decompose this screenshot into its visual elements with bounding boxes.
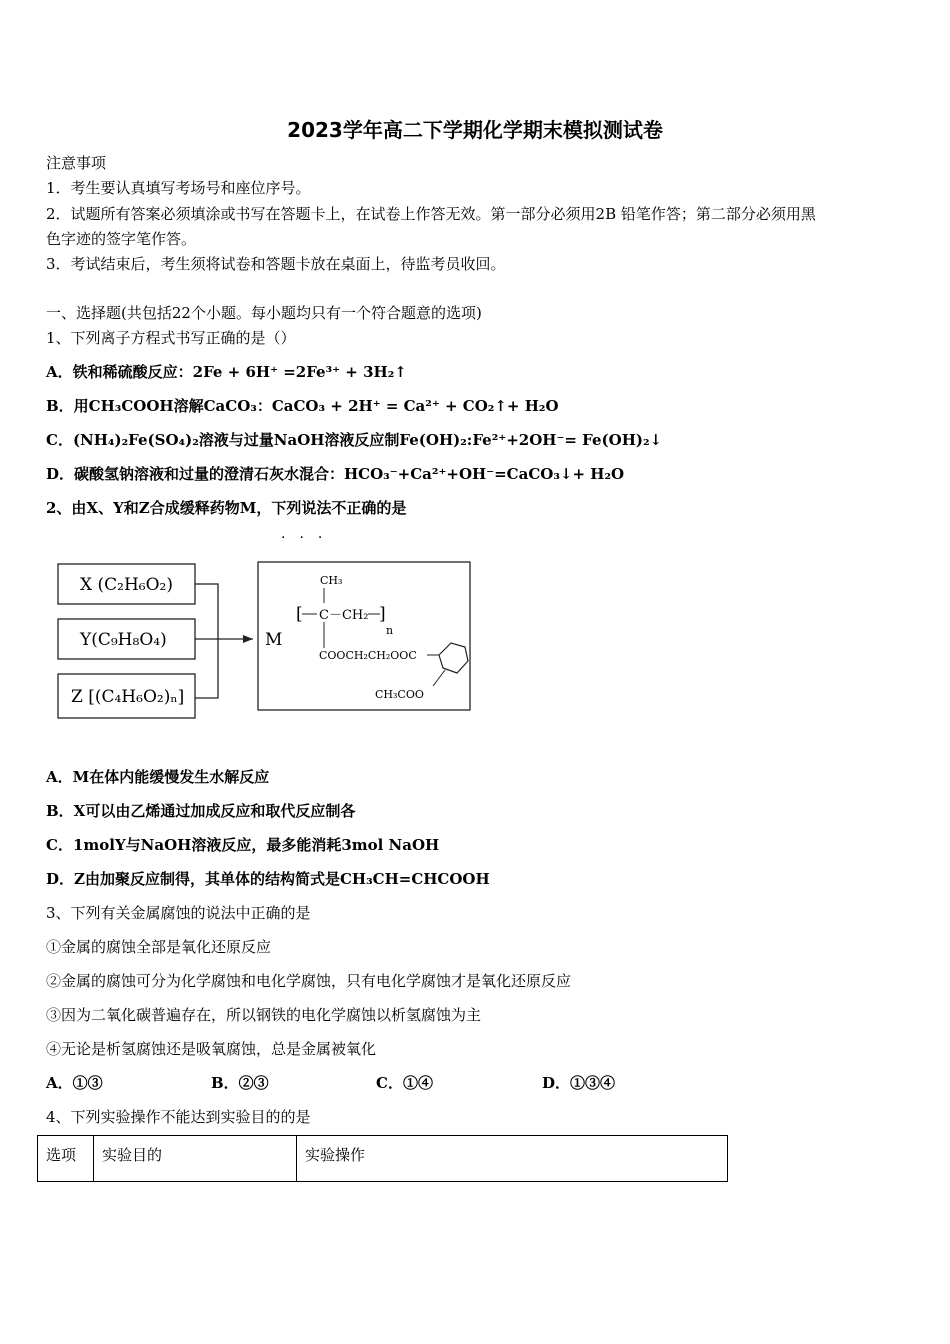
q2-option-b: B．X可以由乙烯通过加成反应和取代反应制各 [46, 802, 356, 820]
q2-option-c: C．1molY与NaOH溶液反应，最多能消耗3mol NaOH [46, 836, 440, 854]
q2-option-d: D．Z由加聚反应制得，其单体的结构简式是CH₃CH=CHCOOH [46, 870, 490, 888]
synthesis-diagram [55, 558, 475, 726]
q1-option-c: C．(NH₄)₂Fe(SO₄)₂溶液与过量NaOH溶液反应制Fe(OH)₂:Fe²⁺+2OH⁻= Fe(OH)₂↓ [46, 431, 663, 449]
q1-option-b: B．用CH₃COOH溶解CaCO₃：CaCO₃ + 2H⁺ = Ca²⁺ + CO₂↑+ H₂O [46, 397, 559, 415]
q2-option-a: A．M在体内能缓慢发生水解反应 [46, 768, 270, 786]
emphasis-dots: ··· [281, 530, 337, 546]
z-label: Z [(C₄H₆O₂)ₙ] [71, 687, 185, 707]
q3-statement-2: ②金属的腐蚀可分为化学腐蚀和电化学腐蚀，只有电化学腐蚀才是氧化还原反应 [46, 972, 572, 990]
m-label: M [265, 630, 283, 650]
acetyl-label: CH₃COO [375, 688, 424, 701]
ester-label: COOCH₂CH₂OOC [319, 649, 417, 662]
q3-option-b: B．②③ [211, 1074, 269, 1092]
q1-option-d: D．碳酸氢钠溶液和过量的澄清石灰水混合：HCO₃⁻+Ca²⁺+OH⁻=CaCO₃↓+ H₂O [46, 465, 625, 483]
q1-option-a: A．铁和稀硫酸反应：2Fe + 6H⁺ =2Fe³⁺ + 3H₂↑ [46, 363, 407, 381]
experiment-table [37, 1135, 728, 1182]
q3-statement-4: ④无论是析氢腐蚀还是吸氧腐蚀，总是金属被氧化 [46, 1040, 377, 1058]
table-header-row [38, 1136, 728, 1182]
header-option: 选项 [38, 1136, 94, 1182]
header-purpose: 实验目的 [94, 1136, 297, 1182]
chain-label: C－CH₂ [319, 608, 369, 623]
notice-heading: 注意事项 [46, 154, 107, 172]
q4-stem: 4、下列实验操作不能达到实验目的的是 [46, 1108, 311, 1126]
notice-item-2-cont: 色字迹的签字笔作答。 [46, 230, 197, 248]
q2-stem: 2、由X、Y和Z合成缓释药物M，下列说法不正确的是 [46, 499, 407, 517]
notice-item-2: 2．试题所有答案必须填涂或书写在答题卡上，在试卷上作答无效。第一部分必须用2B 铅笔作答；第二部分必须用黑 [46, 205, 816, 223]
section-heading: 一、选择题(共包括22个小题。每小题均只有一个符合题意的选项) [46, 304, 482, 322]
q3-statement-3: ③因为二氧化碳普遍存在，所以钢铁的电化学腐蚀以析氢腐蚀为主 [46, 1006, 482, 1024]
q3-statement-1: ①金属的腐蚀全部是氧化还原反应 [46, 938, 272, 956]
q3-option-a: A．①③ [46, 1074, 103, 1092]
notice-item-3: 3．考试结束后，考生须将试卷和答题卡放在桌面上，待监考员收回。 [46, 255, 506, 273]
svg-text:[: [ [296, 604, 303, 624]
notice-item-1: 1．考生要认真填写考场号和座位序号。 [46, 179, 311, 197]
ch3-label: CH₃ [320, 574, 343, 587]
q1-stem: 1、下列离子方程式书写正确的是（） [46, 329, 296, 347]
header-operation: 实验操作 [297, 1136, 728, 1182]
y-label: Y(C₉H₈O₄) [80, 630, 167, 650]
q3-option-c: C．①④ [376, 1074, 433, 1092]
q3-option-d: D．①③④ [542, 1074, 616, 1092]
svg-text:]: ] [379, 604, 386, 624]
q3-stem: 3、下列有关金属腐蚀的说法中正确的是 [46, 904, 311, 922]
page-title: 2023学年高二下学期化学期末模拟测试卷 [287, 118, 663, 142]
n-label: n [386, 624, 394, 637]
benzene-ring [439, 643, 468, 673]
x-label: X (C₂H₆O₂) [80, 575, 173, 595]
m-box [258, 562, 470, 710]
